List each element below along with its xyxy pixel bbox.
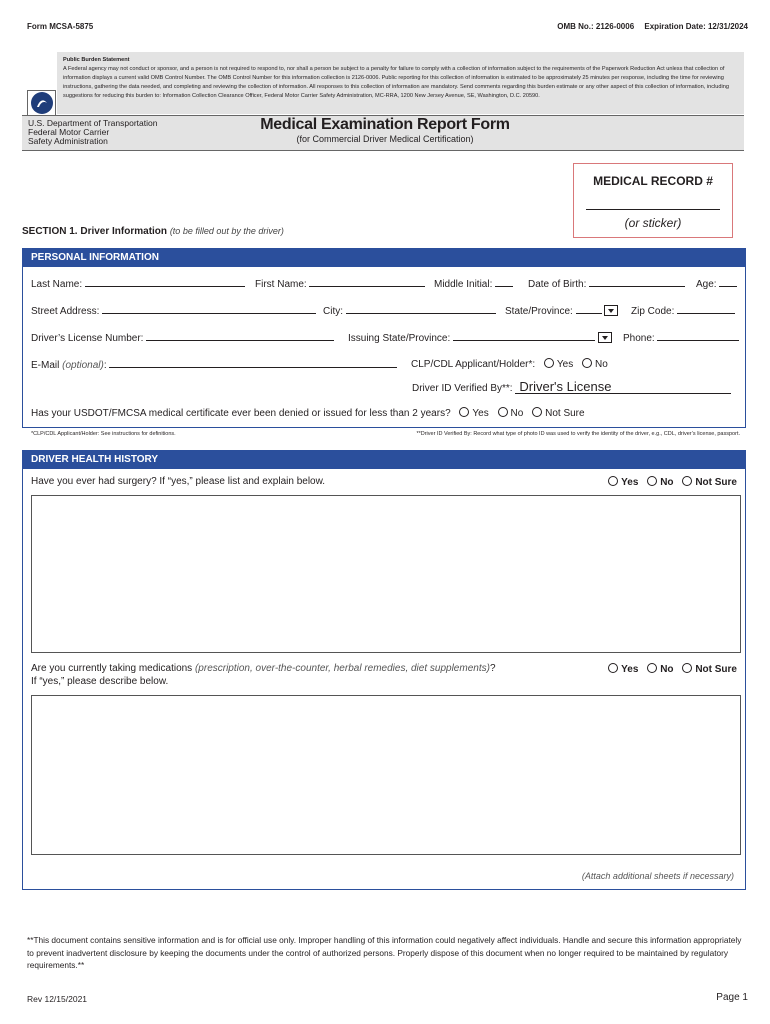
dob-field[interactable] [589, 277, 685, 287]
page-number: Page 1 [716, 992, 748, 1003]
driver-health-history-panel: DRIVER HEALTH HISTORY Have you ever had surgery? If “yes,” please list and explain below. Yes No Not Sure Are you currently taking medications (prescription, over-the-counter, herbal remedies, diet supplements)? If “yes,” please describe below. Yes No Not Sure [22, 450, 746, 890]
street-address-field[interactable] [102, 304, 316, 314]
medications-question: Are you currently taking medications (prescription, over-the-counter, herbal remedies, diet supplements)? [31, 663, 496, 674]
surgery-not-sure-radio[interactable] [682, 476, 692, 486]
section-1-title: SECTION 1. Driver Information (to be filled out by the driver) [22, 226, 284, 237]
form-number: Form MCSA-5875 [27, 22, 94, 31]
city-field[interactable] [346, 304, 496, 314]
email-field[interactable] [109, 358, 397, 368]
surgery-question: Have you ever had surgery? If “yes,” please list and explain below. [31, 476, 326, 487]
burden-title: Public Burden Statement [63, 57, 130, 63]
issuing-state-dropdown-icon[interactable] [598, 332, 612, 343]
burden-statement [57, 52, 744, 114]
medical-record-label: MEDICAL RECORD # [593, 174, 713, 188]
medications-no-radio[interactable] [647, 663, 657, 673]
footnote-driver-id: **Driver ID Verified By: Record what type of photo ID was used to verify the identity of the driver, e.g., CDL, driver’s license, passport. [416, 431, 740, 437]
phone-field[interactable] [657, 331, 739, 341]
burden-text: A Federal agency may not conduct or sponsor, and a person is not required to respond to, nor shall a person be subject to a penalty for failure to comply with a collection of information subject to the requirements of the Paperwork Reduction Act unless that collection of information displays a current valid OMB Control Number. The OMB Control Number for this information collection is 2126-0006. Public reporting for this collection of information is estimated to be approximately 25 minutes per response, including the time for reviewing instructions, gathering the data needed, and completing and reviewing the collection of information. All responses to this collection of information are mandatory. Send comments regarding this burden estimate or any other aspect of this collection of information, including suggestions for reducing this burden to: Information Collection Clearance Officer, Federal Motor Carrier Safety Administration, MC-RRA, 1200 New Jersey Avenue, SE, Washington, D.C. 20590. [63, 66, 729, 99]
clp-yes-radio[interactable] [544, 358, 554, 368]
denied-no-radio[interactable] [498, 407, 508, 417]
denied-yes-radio[interactable] [459, 407, 469, 417]
omb-number: OMB No.: 2126-0006 [557, 22, 635, 31]
first-name-field[interactable] [309, 277, 425, 287]
medications-describe: If “yes,” please describe below. [31, 676, 169, 687]
state-field[interactable] [576, 304, 602, 314]
dot-logo-icon [31, 92, 53, 114]
surgery-explanation-field[interactable] [31, 495, 741, 653]
attach-note: (Attach additional sheets if necessary) [581, 871, 734, 881]
zip-code-field[interactable] [677, 304, 735, 314]
medications-not-sure-radio[interactable] [682, 663, 692, 673]
driver-health-history-header: DRIVER HEALTH HISTORY [23, 451, 745, 469]
license-number-field[interactable] [146, 331, 334, 341]
age-field[interactable] [719, 277, 737, 287]
dot-logo [27, 90, 56, 116]
medications-yes-radio[interactable] [608, 663, 618, 673]
medications-description-field[interactable] [31, 695, 741, 855]
expiration-date: Expiration Date: 12/31/2024 [644, 22, 748, 31]
personal-information-header: PERSONAL INFORMATION [23, 249, 745, 267]
sensitive-info-note: **This document contains sensitive information and is for official use only. Improper handling of this information could negatively affect individuals. Handle and secure this information appropriately to prevent inadvertent disclosure by keeping the documents under the control of authorized persons. Properly dispose of this document when no longer required to be maintained by regulatory requirements.** [27, 935, 742, 970]
state-dropdown-icon[interactable] [604, 305, 618, 316]
denied-not-sure-radio[interactable] [532, 407, 542, 417]
surgery-yes-radio[interactable] [608, 476, 618, 486]
form-title: Medical Examination Report Form [260, 116, 510, 133]
revision-date: Rev 12/15/2021 [27, 994, 88, 1004]
sticker-label: (or sticker) [624, 216, 682, 230]
medical-record-field[interactable] [586, 209, 720, 210]
footnote-clp: *CLP/CDL Applicant/Holder: See instructions for definitions. [31, 431, 176, 437]
surgery-no-radio[interactable] [647, 476, 657, 486]
clp-no-radio[interactable] [582, 358, 592, 368]
issuing-state-field[interactable] [453, 331, 595, 341]
last-name-field[interactable] [85, 277, 245, 287]
driver-id-verified-field[interactable]: Driver's License [515, 381, 731, 394]
middle-initial-field[interactable] [495, 277, 513, 287]
omb-info [557, 22, 748, 31]
personal-information-panel: PERSONAL INFORMATION Last Name: First Name: Middle Initial: Date of Birth: Age: Street Address: City: State/Province: Zip Code: Driver’s License Number: Issuing State/Province: Phone: E-Mail (optional): CLP/CDL Applicant/Holder*: Yes No Driver ID Verified By**: Driver's License Has your USDOT/FMCSA medical certificate ever been denied or issued for less than 2 years? Yes No Not Sure [22, 248, 746, 428]
agency-name: U.S. Department of Transportation Federal Motor Carrier Safety Administration [28, 118, 158, 146]
form-subtitle: (for Commercial Driver Medical Certification) [296, 134, 474, 144]
medical-record-box [573, 163, 733, 238]
